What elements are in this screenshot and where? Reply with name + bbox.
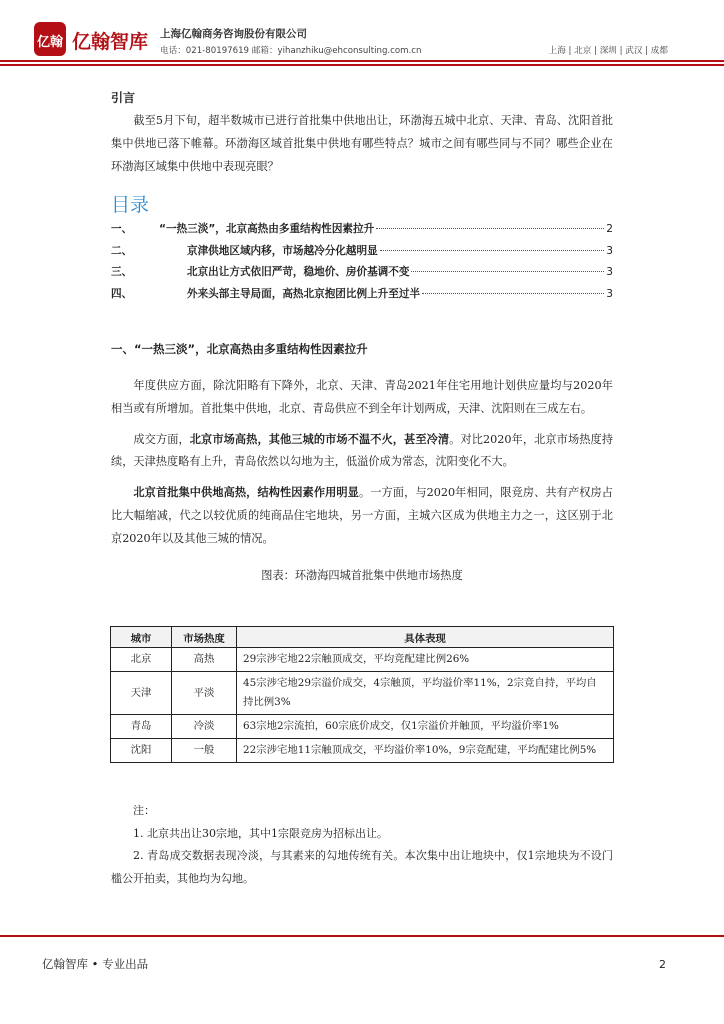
toc-leader	[376, 228, 604, 229]
logo-mark: 亿翰	[36, 35, 64, 50]
company-logo	[32, 20, 152, 60]
intro-paragraph: 截至5月下旬，超半数城市已进行首批集中供地出让，环渤海五城中北京、天津、青岛、沈阳首批集中供地已落下帷幕。环渤海区域首批集中供地有哪些特点？城市之间有哪些同与不同？哪些企业在环渤海区域集中供地中表现亮眼？	[111, 114, 613, 173]
toc-item-number: 一、	[111, 223, 133, 236]
toc-item-number: 四、	[111, 287, 133, 300]
column-header: 城市	[111, 627, 172, 648]
intro-title: 引言	[111, 91, 136, 105]
toc-item-page: 3	[606, 244, 613, 257]
cell-city: 天津	[111, 672, 172, 715]
cell-heat: 一般	[172, 739, 237, 763]
table-header-row	[111, 627, 614, 648]
toc-item-label: 京津供地区域内移，市场越冷分化越明显	[187, 244, 378, 257]
header-rule-top	[0, 60, 724, 62]
page-number: 2	[659, 958, 666, 971]
cell-city: 沈阳	[111, 739, 172, 763]
cell-detail: 63宗地2宗流拍，60宗底价成交，仅1宗溢价并触顶，平均溢价率1%	[237, 715, 614, 739]
toc-item-number: 三、	[111, 266, 133, 279]
logo-text: 亿翰智库	[72, 31, 149, 53]
toc-item-label: 外来头部主导局面，高热北京抱团比例上升至过半	[187, 287, 421, 300]
office-cities: 上海 | 北京 | 深圳 | 武汉 | 成都	[548, 46, 668, 56]
header-rule-bottom	[0, 64, 724, 66]
section-paragraph-deals	[111, 429, 613, 475]
table-row	[111, 715, 614, 739]
footer-brand: 亿翰智库 • 专业出品	[42, 957, 149, 971]
cell-city: 北京	[111, 648, 172, 672]
para-rest: 。一方面，与2020年相同，限竞房、共有产权房占比大幅缩减，代之以较优质的纯商品住宅地块，另一方面，主城六区成为供地主力之一，这区别于北京2020年以及其他三城的情况。	[111, 486, 613, 545]
cell-detail: 22宗涉宅地11宗触顶成交，平均溢价率10%，9宗竞配建，平均配建比例5%	[237, 739, 614, 763]
toc-leader	[422, 293, 604, 294]
toc-item-label: 北京出让方式依旧严苛，稳地价、房价基调不变	[187, 266, 410, 279]
table-caption: 图表：环渤海四城首批集中供地市场热度	[261, 568, 463, 582]
section-title: 一、“一热三淡”，北京高热由多重结构性因素拉升	[111, 341, 368, 356]
notes-label: 注：	[133, 804, 155, 817]
footer-rule	[0, 935, 724, 937]
toc-item-page: 2	[606, 223, 613, 236]
cell-heat: 冷淡	[172, 715, 237, 739]
toc-item[interactable]	[111, 243, 613, 264]
column-header: 市场热度	[172, 627, 237, 648]
para-lead: 成交方面，	[133, 432, 190, 446]
toc-item-page: 3	[606, 287, 613, 300]
note-item: 1. 北京共出让30宗地，其中1宗限竞房为招标出让。	[133, 826, 388, 840]
column-header: 具体表现	[237, 627, 614, 648]
toc-item[interactable]	[111, 221, 613, 242]
cell-detail: 45宗涉宅地29宗溢价成交，4宗触顶，平均溢价率11%，2宗竞自持，平均自持比例3%	[237, 672, 614, 715]
heat-table	[110, 626, 614, 763]
toc-leader	[380, 250, 605, 251]
toc-item[interactable]	[111, 286, 613, 307]
toc-item-label: “一热三淡”，北京高热由多重结构性因素拉升	[159, 223, 375, 236]
toc-item-page: 3	[606, 266, 613, 279]
toc-item-number: 二、	[111, 244, 133, 257]
toc-title: 目录	[111, 194, 150, 217]
company-name: 上海亿翰商务咨询股份有限公司	[160, 28, 307, 40]
contact-info: 电话：021-80197619 邮箱：yihanzhiku@ehconsulting.com.cn	[160, 46, 422, 56]
table-row	[111, 648, 614, 672]
section-paragraph-beijing	[111, 482, 613, 550]
section-paragraph-supply: 年度供应方面，除沈阳略有下降外，北京、天津、青岛2021年住宅用地计划供应量均与2020年相当或有所增加。首批集中供地，北京、青岛供应不到全年计划两成，天津、沈阳则在三成左右。	[111, 378, 613, 415]
cell-heat: 高热	[172, 648, 237, 672]
table-row	[111, 739, 614, 763]
cell-detail: 29宗涉宅地22宗触顶成交，平均竞配建比例26%	[237, 648, 614, 672]
toc-item[interactable]	[111, 264, 613, 285]
note-item: 2. 青岛成交数据表现冷淡，与其素来的勾地传统有关。本次集中出让地块中，仅1宗地块为不设门槛公开拍卖，其他均为勾地。	[111, 849, 613, 885]
table-notes	[111, 800, 613, 890]
cell-city: 青岛	[111, 715, 172, 739]
table-row	[111, 672, 614, 715]
page-content	[111, 89, 613, 589]
para-emphasis: 北京市场高热，其他三城的市场不温不火，甚至冷清	[189, 432, 450, 446]
para-emphasis: 北京首批集中供地高热，结构性因素作用明显	[133, 486, 359, 500]
toc-leader	[411, 271, 604, 272]
cell-heat: 平淡	[172, 672, 237, 715]
para-rest: 。对比2020年，北京市场热度持续，天津热度略有上升，青岛依然以勾地为主，低溢价成为常态，沈阳变化不大。	[111, 432, 613, 469]
